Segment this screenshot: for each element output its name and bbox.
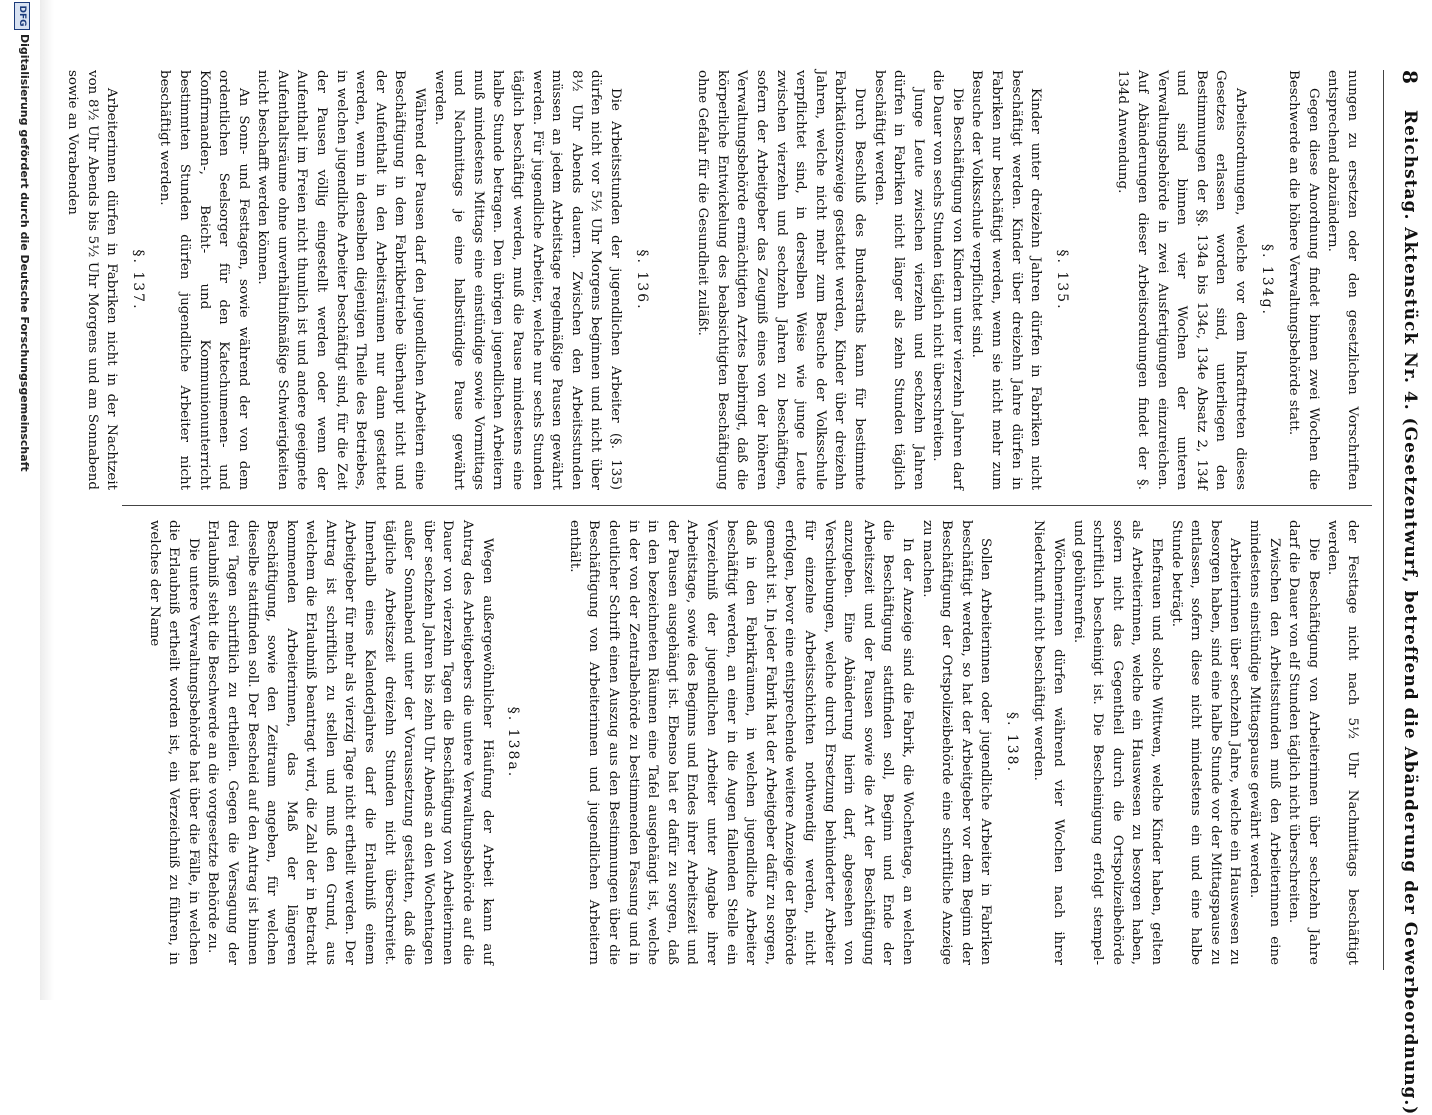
section-heading-138: §. 138. [1003, 711, 1020, 774]
page-number: 8 [1398, 70, 1422, 84]
scan-edge-shadow [40, 0, 54, 1000]
right-column [102, 520, 1362, 965]
paragraph: Die untere Verwaltungsbehörde hat über die Fälle, in welchen die Erlaubniß ertheilt worden ist, ein Verzeichniß zu führen, in welches der Name [146, 520, 201, 965]
paragraph: Kinder unter dreizehn Jahren dürfen in Fabriken nicht beschäftigt werden. Kinder über dreizehn Jahre dürfen in Fabriken nur beschäftigt werden, wenn sie nicht mehr zum Besuche der Volksschule verpflichtet sind. [969, 70, 1044, 490]
paragraph: Ehefrauen und solche Wittwen, welche Kinder haben, gelten als Arbeiterinnen, welche ein Hauswesen zu besorgen haben, sofern nicht das Gegentheil durch die Ortspolizeibehörde schriftlich bescheinigt ist. Die Bescheinigung erfolgt stempel- und gebührenfrei. [1070, 520, 1165, 965]
header-rule [1383, 70, 1384, 970]
paragraph: Arbeiterinnen dürfen in Fabriken nicht in der Nachtzeit von 8½ Uhr Abends bis 5½ Uhr Morgens und am Sonnabend sowie an Vorabenden [64, 70, 120, 490]
page-header [1372, 0, 1432, 1115]
section-heading-135: §. 135. [1053, 249, 1070, 311]
paragraph: Durch Beschluß des Bundesraths kann für bestimmte Fabrikationszweige gestattet werden, Kinder über dreizehn Jahren, welche nicht mehr zum Besuche der Volksschule verpflichtet sind, in derselben Weise wie junge Leute zwischen vierzehn und sechzehn Jahren zu beschäftigen, sofern der Arbeitgeber das Zeugniß eines von der höheren Verwaltungsbehörde ermächtigten Arztes beibringt, daß die körperliche Entwickelung des beabsichtigten Beschäftigung ohne Gefahr für die Gesundheit zuläßt. [695, 70, 867, 490]
paragraph: Arbeitsordnungen, welche vor dem Inkrafttreten dieses Gesetzes erlassen worden sind, unterliegen den Bestimmungen der §§. 134a bis 134c, 134e Absatz 2, 134f und sind binnen vier Wochen der unteren Verwaltungsbehörde in zwei Ausfertigungen einzureichen. Auf Abänderungen dieser Arbeitsordnungen findet der §. 134d Anwendung. [1115, 70, 1249, 490]
paragraph: Sollen Arbeiterinnen oder jugendliche Arbeiter in Fabriken beschäftigt werden, so hat der Arbeitgeber vor dem Beginn der Beschäftigung der Ortspolizeibehörde eine schriftliche Anzeige zu machen. [919, 520, 994, 965]
paragraph: Gegen diese Anordnung findet binnen zwei Wochen die Beschwerde an die höhere Verwaltungsbehörde statt. [1286, 70, 1321, 490]
paragraph: Die Arbeitsstunden der jugendlichen Arbeiter (§. 135) dürfen nicht vor 5½ Uhr Morgens beginnen und nicht über 8½ Uhr Abends dauern. Zwischen den Arbeitsstunden müssen an jedem Arbeitstage regelmäßige Pausen gewährt werden. Für jugendliche Arbeiter, welche nur sechs Stunden täglich beschäftigt werden, muß die Pause mindestens eine halbe Stunde betragen. Den übrigen jugendlichen Arbeitern muß mindestens Mittags eine einstündige sowie Vormittags und Nachmittags je eine halbstündige Pause gewährt werden. [431, 70, 623, 490]
paragraph: Wegen außergewöhnlicher Häufung der Arbeit kann auf Antrag des Arbeitgebers die untere Verwaltungsbehörde auf die Dauer von vierzehn Tagen die Beschäftigung von Arbeiterinnen über sechzehn Jahren bis zehn Uhr Abends an den Wochentagen außer Sonnabend unter der Voraussetzung gestatten, daß die tägliche Arbeitszeit dreizehn Stunden nicht überschreitet. Innerhalb eines Kalenderjahres darf die Erlaubniß einem Arbeitgeber für mehr als vierzig Tage nicht ertheilt werden. Der Antrag ist schriftlich zu stellen und muß den Grund, aus welchem die Erlaubniß beantragt wird, die Zahl der in Betracht kommenden Arbeiterinnen, das Maß der längeren Beschäftigung, sowie den Zeitraum angeben, für welchen dieselbe stattfinden soll. Der Bescheid auf den Antrag ist binnen drei Tagen schriftlich zu ertheilen. Gegen die Versagung der Erlaubniß steht die Beschwerde an die vorgesetzte Behörde zu. [205, 520, 495, 965]
paragraph: Wöchnerinnen dürfen während vier Wochen nach ihrer Niederkunft nicht beschäftigt werden. [1031, 520, 1067, 965]
column-divider [122, 505, 1372, 506]
paragraph: Die Beschäftigung von Arbeiterinnen über sechzehn Jahre darf die Dauer von elf Stunden täglich nicht überschreiten. [1286, 520, 1321, 965]
section-heading-134g: §. 134g. [1258, 243, 1275, 317]
running-title: Reichstag. Aktenstück Nr. 4. (Gesetzentwurf, betreffend die Abänderung der Gewerbeordnung.) [1400, 110, 1420, 1115]
paragraph: Junge Leute zwischen vierzehn und sechzehn Jahren dürfen in Fabriken nicht länger als zehn Stunden täglich beschäftigt werden. [871, 70, 926, 490]
paragraph: der Festtage nicht nach 5½ Uhr Nachmittags beschäftigt werden. [1325, 520, 1360, 965]
left-column [64, 70, 1362, 490]
dfg-logo-icon: DFG [14, 2, 30, 30]
paragraph: In der Anzeige sind die Fabrik, die Wochentage, an welchen die Beschäftigung stattfinden soll, Beginn und Ende der Arbeitszeit und der Pausen sowie die Art der Beschäftigung anzugeben. Eine Abänderung hierin darf, abgesehen von Verschiebungen, welche durch Ersetzung behinderter Arbeiter für einzelne Arbeitsschichten nothwendig werden, nicht erfolgen, bevor eine entsprechende weitere Anzeige der Behörde gemacht ist. In jeder Fabrik hat der Arbeitgeber dafür zu sorgen, daß in den Fabrikräumen, in welchen jugendliche Arbeiter beschäftigt werden, an einer in die Augen fallenden Stelle ein Verzeichniß der jugendlichen Arbeiter unter Angabe ihrer Arbeitstage, sowie des Beginns und Endes ihrer Arbeitszeit und der Pausen ausgehängt ist. Ebenso hat er dafür zu sorgen, daß in den bezeichneten Räumen eine Tafel ausgehängt ist, welche in der von der Zentralbehörde zu bestimmenden Fassung und in deutlicher Schrift einen Auszug aus den Bestimmungen über die Beschäftigung von Arbeiterinnen und jugendlichen Arbeitern enthält. [566, 520, 915, 965]
funding-notice: Digitalisierung gefördert durch die Deutsche Forschungsgemeinschaft [18, 34, 31, 472]
section-heading-137: §. 137. [129, 249, 146, 311]
paragraph: nungen zu ersetzen oder den gesetzlichen Vorschriften entsprechend abzuändern. [1325, 70, 1360, 490]
section-heading-138a: §. 138a. [505, 706, 522, 779]
paragraph: Zwischen den Arbeitsstunden muß den Arbeiterinnen eine mindestens einstündige Mittagspause gewährt werden. [1247, 520, 1282, 965]
paragraph: Während der Pausen darf den jugendlichen Arbeitern eine Beschäftigung in dem Fabrikbetriebe überhaupt nicht und der Aufenthalt in den Arbeitsräumen nur dann gestattet werden, wenn in denselben diejenigen Theile des Betriebes, in welchen jugendliche Arbeiter beschäftigt sind, für die Zeit der Pausen völlig eingestellt werden oder wenn der Aufenthalt im Freien nicht thunlich ist und andere geeignete Aufenthaltsräume ohne unverhältnißmäßige Schwierigkeiten nicht beschafft werden können. [255, 70, 428, 490]
section-heading-136: §. 136. [633, 249, 650, 311]
digitization-footer [6, 0, 34, 1000]
paragraph: Arbeiterinnen über sechzehn Jahre, welche ein Hauswesen zu besorgen haben, sind eine halbe Stunde vor der Mittagspause zu entlassen, sofern diese nicht mindestens ein und eine halbe Stunde beträgt. [1168, 520, 1243, 965]
paragraph: An Sonn- und Festtagen, sowie während der von dem ordentlichen Seelsorger für den Katechumenen- und Konfirmanden-, Beicht- und Kommunionunterricht bestimmten Stunden dürfen jugendliche Arbeiter nicht beschäftigt werden. [157, 70, 251, 490]
paragraph: Die Beschäftigung von Kindern unter vierzehn Jahren darf die Dauer von sechs Stunden täglich nicht überschreiten. [930, 70, 965, 490]
